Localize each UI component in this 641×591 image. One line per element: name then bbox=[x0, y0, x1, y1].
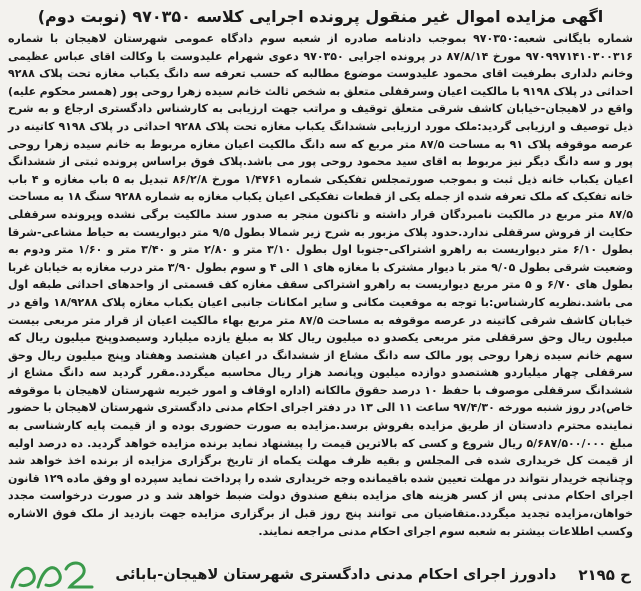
handwritten-stamp bbox=[8, 557, 100, 591]
issuer-signature: دادورز اجرای احکام مدنی دادگستری شهرستان لاهیجان-بابائی bbox=[115, 567, 557, 583]
notice-code: ح ۲۱۹۵ bbox=[578, 566, 631, 584]
notice-body: شماره بایگانی شعبه:۹۷۰۳۵۰ بموجب دادنامه صادره از شعبه سوم دادگاه عمومی شهرستان لاهیجان با شماره ۹۷۰۹۹۷۱۴۱۰۳۰۰۳۱۶ مورخ ۸۷/۸/۱۴ در پرونده اجرایی ۹۷۰۳۵۰ دعوی شهرام علیدوست با وکالت اقای عباس عظیمی وخانم دلداری بطرفیت اقای محمود علیدوست موضوع مطالبه که حسب تعرفه سه دانگ یکباب مغازه تحت پلاک ۹۲۸۸ احداثی در پلاک ۹۱۹۸ با مالکیت اعیان وسرقفلی متعلق به شخص ثالث خانم سیده زهرا روحی پور (همسر محکوم علیه) واقع در لاهیجان-خیابان کاشف شرقی متعلق توقیف و مراتب جهت ارزیابی به کارشناس دادگستری ارجاع و به شرح ذیل توصیف و ارزیابی گردید:ملک مورد ارزیابی ششدانگ یکباب مغازه تحت پلاک ۹۲۸۸ احداثی در پلاک ۹۱۹۸ کاتینه در عرصه موقوفه پلاک ۹۱ به مساحت ۸۷/۵ متر مربع که سه دانگ مالکیت اعیان مغازه مربوط به خانم سیده زهرا روحی پور و سه دانگ دیگر نیز مربوط به اقای سید محمود روحی پور می باشد.پلاک فوق براساس پرونده ثبتی از ششدانگ اعیان یکباب خانه ذیل ثبت و بموجب صورتمجلس تفکیکی شماره ۱/۴۷۶۱ مورخ ۸۶/۲/۸ تبدیل به ۵ باب مغازه و ۴ باب خانه تفکیک که ملک تعرفه شده از جمله یکی از قطعات تفکیکی اعیان یکباب مغازه به شماره ۹۲۸۸ سنگ ۱۸ به مساحت ۸۷/۵ متر مربع در مالکیت نامبردگان قرار داشته و تاکنون منجر به صدور سند مالکیت برگی نشده وپرونده سرقفلی حکایت از فروش سرقفلی ندارد.حدود پلاک مزبور به شرح زیر شمالا بطول ۹/۵ متر دیواریست به حیاط مشاعی-شرقا بطول ۶/۱۰ متر دیواریست به راهرو اشتراکی-جنوبا اول بطول ۳/۱۰ متر و ۲/۸۰ متر و ۳/۴۰ متر و ۱/۶۰ متر ودوم به وضعیت شرقی بطول ۹/۰۵ متر با دیوار مشترک با مغازه های ۱ الی ۴ و سوم بطول ۳/۹۰ متر درب مغازه به خیابان غربا بطول های ۶/۷۰ و ۵ متر مربع دیواریست به راهرو اشتراکی سقف مغازه کف قسمتی از واحدهای احداثی طبقه اول می باشد.نظریه کارشناس:با توجه به موقعیت مکانی و سایر امکانات جانبی اعیان یکباب مغازه پلاک ۱۸/۹۲۸۸ واقع در خیابان کاشف شرقی کاتینه در عرصه موقوفه به مساحت ۸۷/۵ متر مربع بهاء مالکیت اعیان از قرار متر مربعی بیست میلیون ریال وحق سرقفلی متر مربعی یکصدو ده میلیون ریال کلا به مبلغ یازده میلیارد وسیصدوپنج میلیون ریال که سهم خانم سیده زهرا روحی پور مالک سه دانگ مشاع از ششدانگ در اعیان هشتصد وهفتاد وپنج میلیون ریال وحق سرقفلی چهار میلیاردو هشتصدو دوازده میلیون وپانصد هزار ریال محاسبه میگردد.مقرر گردید سه دانگ مشاع از ششدانگ سرقفلی موصوف با حفظ ۱۰ درصد حقوق مالکانه (اداره اوقاف و امور خیریه شهرستان لاهیجان با موقوفه خاص)در روز شنبه مورخه ۹۷/۴/۳۰ ساعت ۱۱ الی ۱۳ در دفتر اجرای احکام مدنی دادگستری شهرستان لاهیجان با حضور نماینده محترم دادستان از طریق مزایده بفروش برسد.مزایده به صورت حضوری بوده و از قیمت پایه کارشناسی به مبلغ ۵/۶۸۷/۵۰۰/۰۰۰ ریال شروع و کسی که بالاترین قیمت را پیشنهاد نماید برنده مزایده خواهد گردید. ده درصد اولیه از قیمت کل خریداری شده فی المجلس و بقیه ظرف مهلت یکماه از تاریخ برگزاری مزایده از برنده اخذ خواهد شد وچنانچه خریدار نتواند در مهلت تعیین شده باقیمانده وجه خریداری شده را پرداخت نماید سپرده او وفق ماده ۱۲۹ قانون اجرای احکام مدنی پس از کسر هزینه های مزایده بنفع صندوق دولت ضبط خواهد شد و در صورت درخواست مجدد خواهان،مزایده تجدید میگردد.متقاضیان می توانند پنج روز قبل از برگزاری مزایده جهت بازدید از ملک فوق الاشاره وکسب اطلاعات بیشتر به شعبه سوم اجرای احکام مدنی مراجعه نمایند. bbox=[8, 32, 634, 538]
notice-title: اگهی مزایده اموال غیر منقول پرونده اجرایی کلاسه ۹۷۰۳۵۰ (نوبت دوم) bbox=[37, 7, 604, 26]
notice-footer bbox=[8, 561, 633, 589]
